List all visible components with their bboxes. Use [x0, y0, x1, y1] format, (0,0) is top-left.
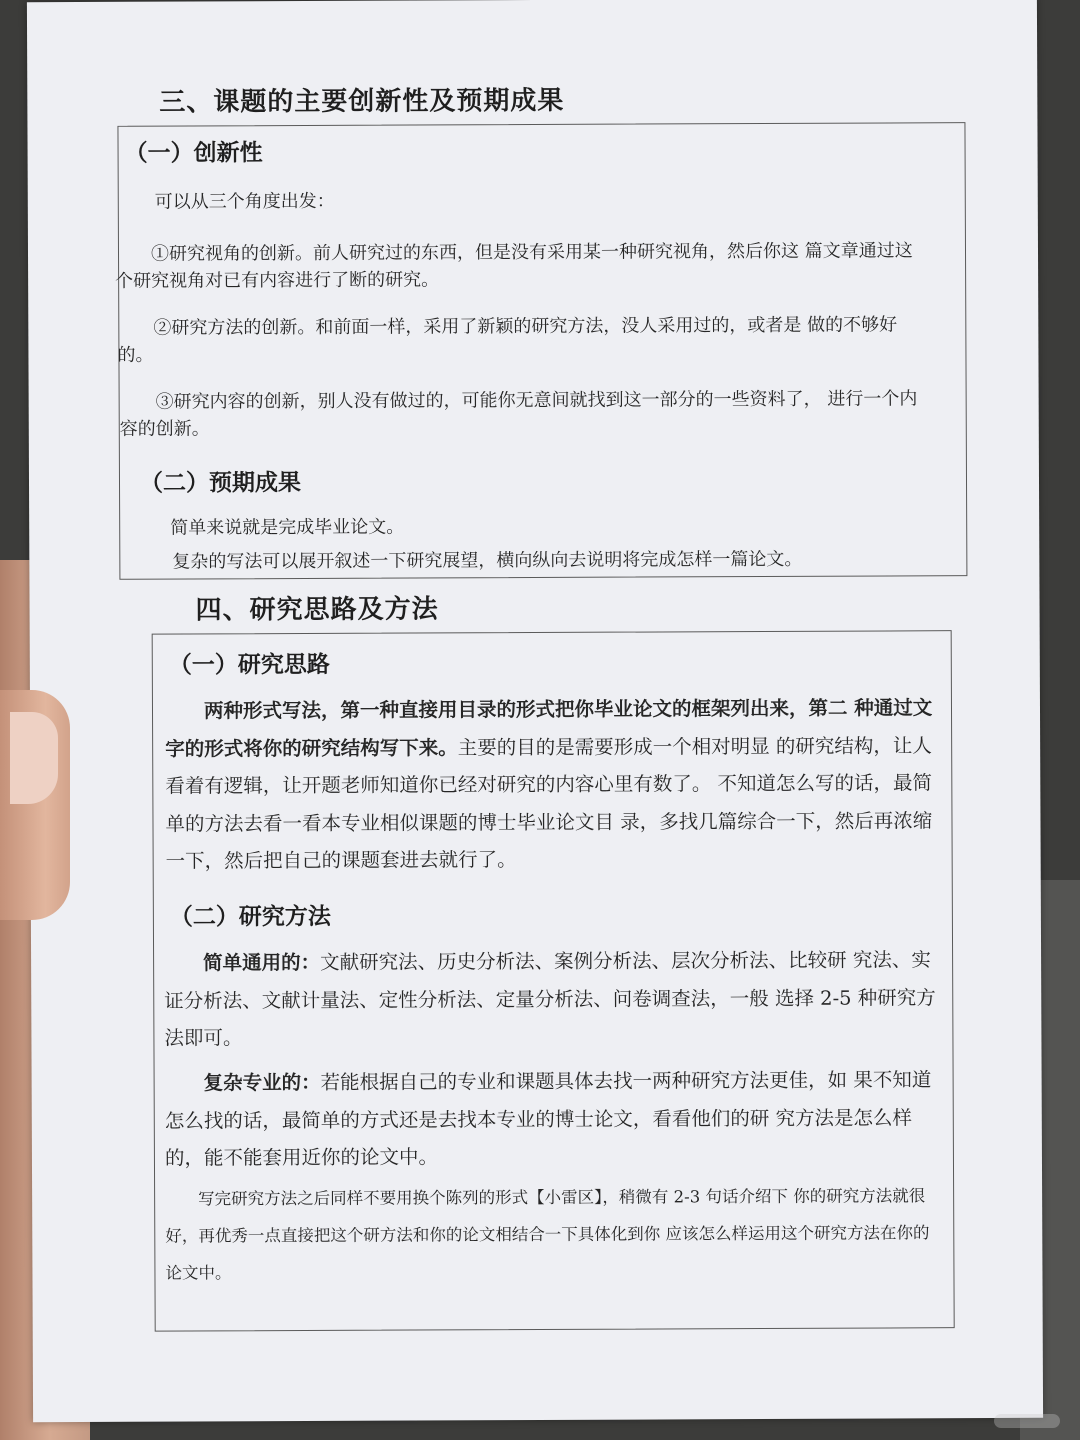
- outcomes-heading: （二）预期成果: [139, 469, 302, 497]
- section-3-box: [117, 122, 967, 580]
- methods-complex-text: 若能根据自己的专业和课题具体去找一两种研究方法更佳，如 果不知道怎么找的话，最简单的方式还是去找本专业的博士论文，看看他们的研 究方法是怎么样的，能不能套用近你的论文中。: [164, 1068, 932, 1170]
- methods-heading: （二）研究方法: [169, 902, 331, 931]
- ideas-bold-text: 两种形式写法，第一种直接用目录的形式把你毕业论文的框架列出来，第二 种通过文字的形式将你的研究结构写下来。: [165, 696, 933, 761]
- section-4-box: [152, 630, 955, 1331]
- ideas-paragraph: [165, 689, 946, 880]
- section-4-title: 四、研究思路及方法: [195, 594, 439, 626]
- ideas-rest-text: 主要的目的是需要形成一个相对明显 的研究结构，让人看着有逻辑，让开题老师知道你已经对研究的内容心里有数了。 不知道怎么写的话，最简单的方法去看一看本专业相似课题的博士毕业论文目 录，多找几篇综合一下，然后再浓缩一下，然后把自己的课题套进去就行了。: [165, 733, 933, 873]
- methods-simple-paragraph: [164, 941, 944, 1057]
- innovation-heading: （一）创新性: [124, 139, 263, 167]
- innovation-intro: 可以从三个角度出发：: [154, 190, 335, 213]
- innovation-point-2: ②研究方法的创新。和前面一样，采用了新颖的研究方法，没人采用过的，或者是 做的不够好的。: [117, 314, 898, 366]
- ideas-heading: （一）研究思路: [168, 650, 330, 679]
- methods-note-paragraph: 写完研究方法之后同样不要用换个陈列的形式【小雷区】，稍微有 2-3 句话介绍下 你的研究方法就很好，再优秀一点直接把这个研方法和你的论文相结合一下具体化到你 应该怎么样运用这个研究方法在你的论文中。: [165, 1186, 930, 1283]
- outcomes-line-2: 复杂的写法可以展开叙述一下研究展望，横向纵向去说明将完成怎样一篇论文。: [172, 548, 803, 573]
- methods-simple-label: 简单通用的：: [203, 950, 321, 975]
- methods-simple-text: 文献研究法、历史分析法、案例分析法、层次分析法、比较研 究法、实证分析法、文献计量法、定性分析法、定量分析法、问卷调查法，一般 选择 2-5 种研究方法即可。: [164, 948, 936, 1050]
- outcomes-line-1: 简单来说就是完成毕业论文。: [170, 516, 405, 539]
- watermark: [994, 1414, 1060, 1428]
- methods-complex-label: 复杂专业的：: [203, 1070, 321, 1095]
- methods-complex-paragraph: [165, 1061, 945, 1177]
- section-3-title: 三、课题的主要创新性及预期成果: [159, 85, 565, 118]
- innovation-point-3: ③研究内容的创新，别人没有做过的，可能你无意间就找到这一部分的一些资料了， 进行一个内容的创新。: [119, 388, 918, 440]
- thumbnail-nail: [10, 712, 58, 804]
- innovation-point-1: ①研究视角的创新。前人研究过的东西，但是没有采用某一种研究视角，然后你这 篇文章通过这个研究视角对已有内容进行了断的研究。: [115, 240, 913, 292]
- document-page: [27, 0, 1043, 1422]
